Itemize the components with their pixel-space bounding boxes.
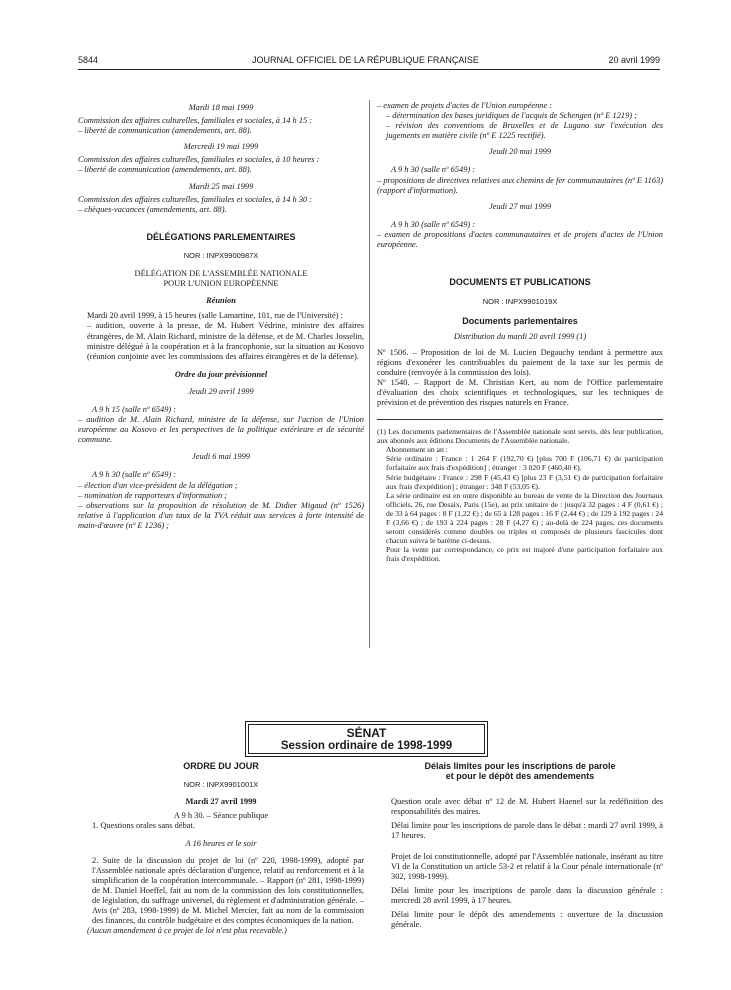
footnote-text: Pour la vente par correspondance, ce prix est majoré d'une participation forfaitaire aux frais d'expédition.	[386, 545, 663, 564]
list-item: – chèques-vacances (amendements, art. 88).	[78, 204, 227, 214]
paragraph: Délai limite pour les inscriptions de parole dans le débat : mardi 27 avril 1999, à 17 heures.	[391, 821, 663, 841]
header-rule	[78, 69, 660, 70]
time-line: A 9 h 30 (salle nº 6549) :	[391, 219, 476, 229]
agenda-note: (Aucun amendement à ce projet de loi n'est plus recevable.)	[87, 926, 287, 936]
date-heading: Mardi 18 mai 1999	[188, 103, 254, 112]
left-column	[78, 103, 364, 531]
date-heading: Jeudi 29 avril 1999	[188, 386, 254, 396]
list-item: – liberté de communication (amendements, art. 88).	[78, 126, 252, 136]
footnote-text: La série ordinaire est en outre disponible au bureau de vente de la Direction des Journaux officiels, 26, rue Desaix, Paris (15e), au prix unitaire de : jusqu'à 32 pages : 4 F (0,61 €) ; de 33 à 64 pages : 8 F (1,22 €) ; de 65 à 128 pages : 16 F (2,44 €) ; de 129 à 192 pages : 24 F (3,66 €) ; de 193 à 224 pages : 28 F (4,27 €) ; au-delà de 224 pages, ces documents seront considérés comme doubles ou triples et composés de plusieurs fascicules dont chacun suivra le barème ci-dessus.	[386, 490, 663, 546]
paragraph: Question orale avec débat nº 12 de M. Hubert Haenel sur la redéfinition des responsabilités des maires.	[391, 797, 663, 817]
list-item: – détermination des bases juridiques de l'acquis de Schengen (nº E 1219) ;	[386, 111, 637, 121]
distribution-heading: Distribution du mardi 20 avril 1999 (1)	[453, 332, 587, 342]
date-heading: Mercredi 19 mai 1999	[183, 142, 259, 152]
agenda-item: 2. Suite de la discussion du projet de loi (nº 220, 1998-1999), adopté par l'Assemblée nationale après déclaration d'urgence, relatif au renforcement et à la simplification de la coopération intercommunale. – Rapport (nº 281, 1998-1999) de M. Daniel Hoeffel, fait au nom de la commission des lois constitutionnelles, de législation, du suffrage universel, du règlement et d'administration générale. – Avis (nº 283, 1998-1999) de M. Michel Mercier, fait au nom de la commission des finances, du contrôle budgétaire et des comptes économiques de la nation.	[92, 855, 364, 926]
list-item: – examen de propositions d'actes communautaires et de projets d'actes de l'Union européenne.	[377, 229, 663, 250]
paragraph: Commission des affaires culturelles, familiales et sociales, à 14 h 30 :	[78, 194, 313, 204]
journal-title: JOURNAL OFFICIEL DE LA RÉPUBLIQUE FRANÇAISE	[252, 55, 479, 65]
column-divider	[369, 100, 370, 648]
senat-box	[245, 721, 488, 757]
sitting-time: A 16 heures et le soir	[185, 839, 257, 849]
time-line: A 9 h 15 (salle nº 6549) :	[92, 404, 177, 414]
subsection-title: Documents parlementaires	[462, 316, 578, 327]
date-heading: Mardi 25 mai 1999	[188, 181, 254, 191]
agenda-item: 1. Questions orales sans débat.	[92, 821, 195, 831]
section-title: Délais limites pour les inscriptions de parole	[424, 761, 616, 771]
document-entry: Nº 1506. – Proposition de loi de M. Lucien Degauchy tendant à permettre aux régions d'exonérer les contribuables du paiement de la taxe sur les permis de conduire (renvoyée à la commission des lois).	[377, 347, 663, 377]
issue-date: 20 avril 1999	[608, 55, 660, 65]
subsection-title: POUR L'UNION EUROPÉENNE	[163, 279, 279, 289]
deadlines-column	[377, 761, 663, 930]
page-number: 5844	[78, 55, 99, 65]
list-item: – audition, ouverte à la presse, de M. Hubert Védrine, ministre des affaires étrangères, de M. Alain Richard, ministre de la défense, et de M. Charles Josselin, ministre délégué à la coopération et à la francophonie, sur la situation au Kosovo (réunion conjointe avec les commissions des affaires étrangères et de la défense).	[87, 321, 364, 361]
footnote-text: (1) Les documents parlementaires de l'Assemblée nationale sont servis, dès leur publication, aux abonnés aux éditions Documents de l'Assemblée nationale.	[377, 427, 663, 446]
paragraph: Projet de loi constitutionnelle, adopté par l'Assemblée nationale, insérant au titre VI de la Constitution un article 53-2 et relatif à la Cour pénale internationale (nº 302, 1998-1999).	[391, 851, 663, 881]
document-entry: Nº 1540. – Rapport de M. Christian Kert, au nom de l'Office parlementaire d'évaluation des choix scientifiques et technologiques, sur les techniques de prévision et de prévention des risques naturels en France.	[377, 377, 663, 407]
subsection-title: DÉLÉGATION DE L'ASSEMBLÉE NATIONALE	[134, 269, 308, 279]
footnote-text: Série budgétaire : France : 298 F (45,43 €) [plus 23 F (3,51 €) de participation forfaitaire aux frais d'expédition] ; étranger : 348 F (53,05 €).	[386, 472, 663, 491]
time-line: A 9 h 30 (salle nº 6549) :	[92, 470, 177, 480]
list-item: – élection d'un vice-président de la délégation ;	[78, 480, 238, 490]
nor-reference: NOR : INPX9900987X	[183, 250, 259, 260]
time-line: A 9 h 30 (salle nº 6549) :	[391, 165, 476, 175]
agenda-heading: Ordre du jour prévisionnel	[174, 369, 268, 379]
nor-reference: NOR : INPX9901019X	[482, 297, 558, 307]
list-item: – nomination de rapporteurs d'information ;	[78, 490, 228, 500]
section-title: DOCUMENTS ET PUBLICATIONS	[449, 277, 591, 288]
footnote-rule	[377, 419, 663, 420]
right-column	[377, 101, 663, 563]
list-item: – examen de projets d'actes de l'Union européenne :	[377, 101, 553, 110]
session-title: Session ordinaire de 1998-1999	[280, 740, 453, 752]
section-title: et pour le dépôt des amendements	[445, 771, 595, 782]
date-heading: Jeudi 27 mai 1999	[488, 201, 552, 211]
section-title: DÉLÉGATIONS PARLEMENTAIRES	[146, 231, 296, 242]
paragraph: Commission des affaires culturelles, familiales et sociales, à 10 heures :	[78, 155, 320, 165]
list-item: – liberté de communication (amendements, art. 88).	[78, 165, 252, 175]
paragraph: Délai limite pour le dépôt des amendements : ouverture de la discussion générale.	[391, 910, 663, 930]
footnote-text: Abonnement un an :	[386, 445, 448, 455]
list-item: – propositions de directives relatives aux chemins de fer communautaires (nº E 1163) (rapport d'information).	[377, 175, 663, 195]
footnote	[377, 427, 663, 563]
senat-agenda-column	[78, 761, 364, 936]
list-item: – révision des conventions de Bruxelles et de Lugano sur l'exécution des jugements en matière civile (nº E 1225 rectifié).	[386, 121, 663, 141]
sitting-date: Mardi 27 avril 1999	[185, 797, 257, 807]
footnote-text: Série ordinaire : France : 1 264 F (192,70 €) [plus 700 F (106,71 €) de participation forfaitaire aux frais d'expédition] ; étranger : 3 020 F (460,40 €).	[386, 454, 663, 473]
list-item: – audition de M. Alain Richard, ministre de la défense, sur l'action de l'Union européenne au Kosovo et les perspectives de la politique extérieure et de sécurité commune.	[78, 415, 364, 445]
meeting-heading: Réunion	[206, 296, 236, 306]
paragraph: Mardi 20 avril 1999, à 15 heures (salle Lamartine, 101, rue de l'Université) :	[87, 311, 343, 321]
sitting-time: A 9 h 30. – Séance publique	[173, 811, 269, 821]
list-item: – observations sur la proposition de résolution de M. Didier Migaud (nº 1526) relative à l'application d'un taux de la TVA réduit aux services à forte intensité de main-d'œuvre (nº E 1236) ;	[78, 500, 364, 530]
paragraph: Délai limite pour les inscriptions de parole dans la discussion générale : mercredi 28 avril 1999, à 17 heures.	[391, 885, 663, 905]
paragraph: Commission des affaires culturelles, familiales et sociales, à 14 h 15 :	[78, 116, 313, 126]
date-heading: Jeudi 20 mai 1999	[488, 147, 552, 157]
nor-reference: NOR : INPX9901001X	[183, 780, 259, 790]
date-heading: Jeudi 6 mai 1999	[192, 452, 250, 462]
section-title: ORDRE DU JOUR	[183, 761, 259, 771]
senat-title: SÉNAT	[346, 726, 387, 740]
